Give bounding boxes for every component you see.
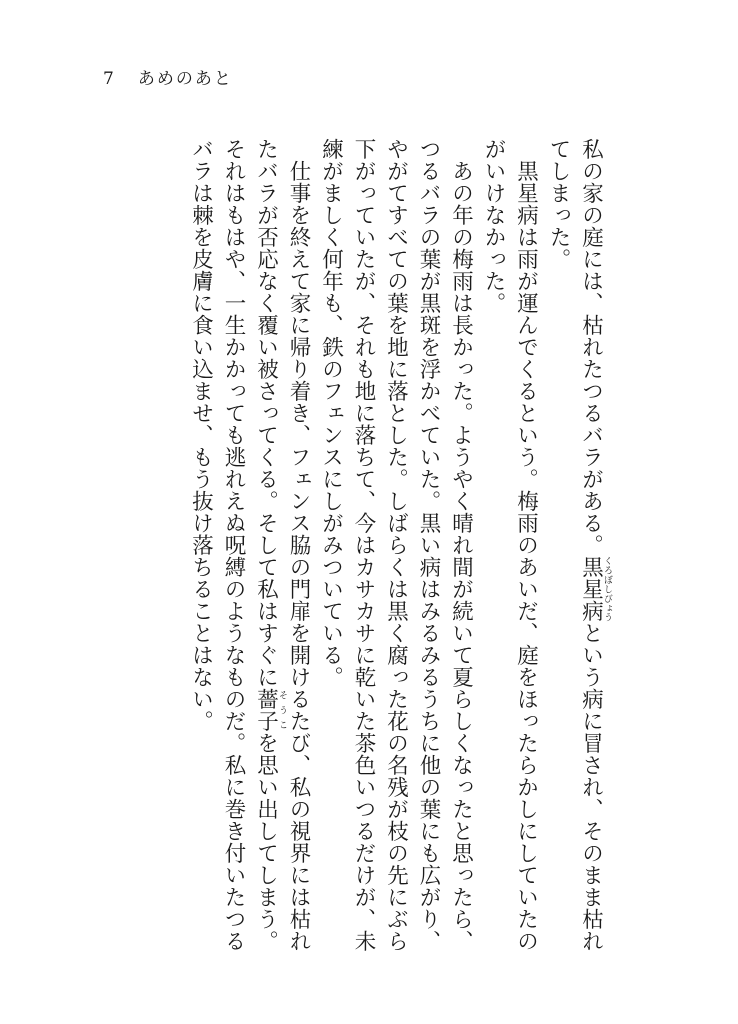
ruby-kuroboshibyou xyxy=(578,556,612,622)
ruby-reading: そうこ xyxy=(277,688,287,732)
ruby-reading: くろぼしびょう xyxy=(602,556,612,622)
paragraph-1 xyxy=(542,138,613,958)
paragraph-1-text-a: 私の家の庭には、枯れたつるバラがある。 xyxy=(578,138,604,556)
body-text xyxy=(184,138,612,958)
paragraph-1-text-b: という病に冒され、そのまま枯れてしまった。 xyxy=(546,138,604,952)
ruby-souko xyxy=(253,688,287,732)
ruby-base: 薔子 xyxy=(253,688,279,732)
paragraph-4 xyxy=(184,138,314,958)
running-header xyxy=(103,64,233,89)
paragraph-4-text-b: を思い出してしまう。それはもはや、一生かかっても逃れえぬ呪縛のようなものだ。私に巻き付いたつるバラは棘を皮膚に食い込ませ、もう抜け落ちることはない。 xyxy=(188,138,279,952)
page-number: 7 xyxy=(103,69,116,89)
paragraph-2: 黒星病は雨が運んでくるという。梅雨のあいだ、庭をほったらかしにしていたのがいけなかった。 xyxy=(481,138,539,952)
running-title: あめのあと xyxy=(137,69,233,89)
paragraph-4-text-a: 仕事を終えて家に帰り着き、フェンス脇の門扉を開けるたび、私の視界には枯れたバラが否応なく覆い被さってくる。そして私はすぐに xyxy=(253,138,311,952)
ruby-base: 黒星病 xyxy=(578,556,604,622)
paragraph-3: あの年の梅雨は長かった。ようやく晴れ間が続いて夏らしくなったと思ったら、つるバラの葉が黒斑を浮かべていた。黒い病はみるみるうちに他の葉にも広がり、やがてすべての葉を地に落とした。しばらくは黒く腐った花の名残が枝の先にぶら下がっていたが、それも地に落ちて、今はカサカサに乾いた茶色いつるだけが、未練がましく何年も、鉄のフェンスにしがみついている。 xyxy=(318,138,474,952)
